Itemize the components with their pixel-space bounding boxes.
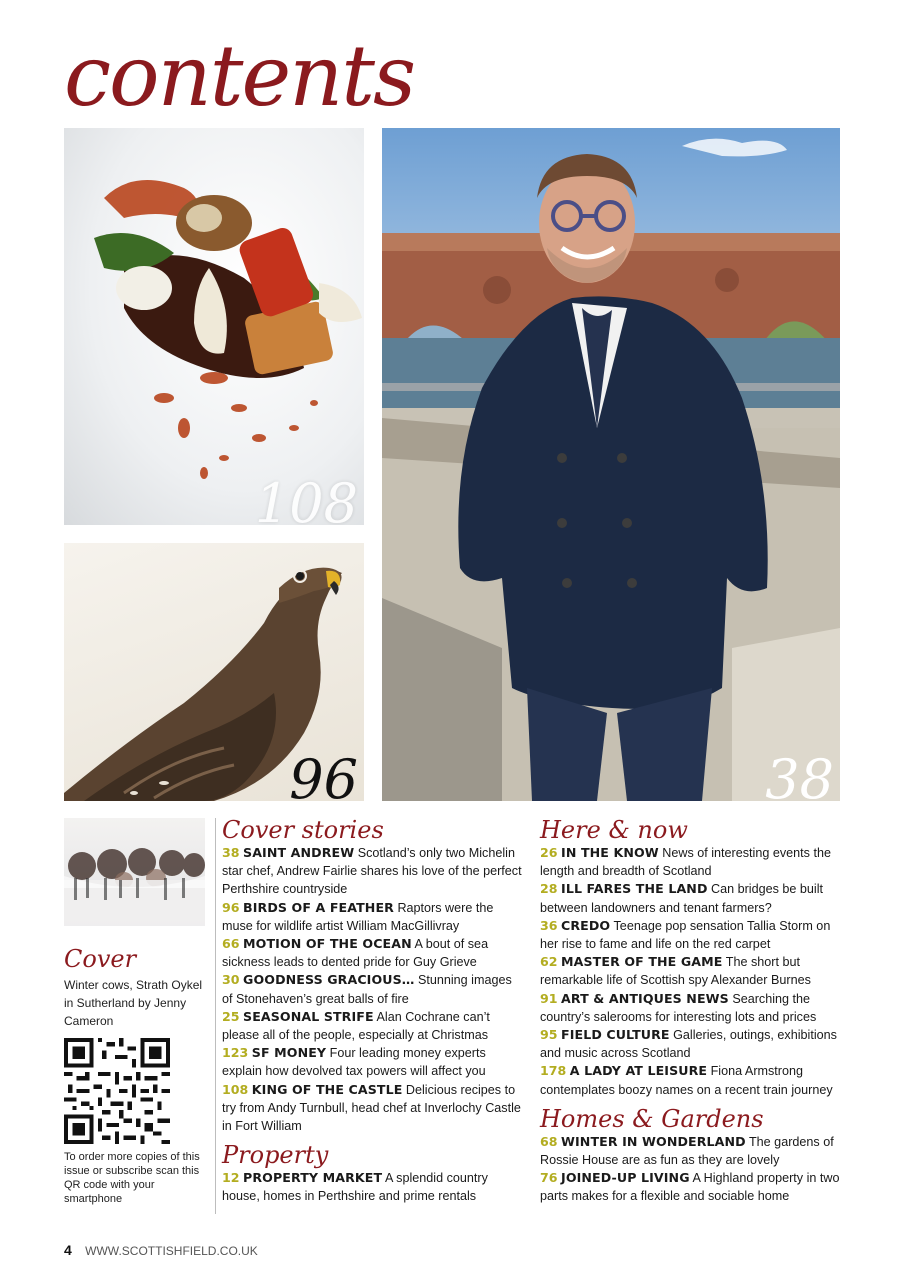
food-photo[interactable] (64, 128, 364, 525)
contents-entry[interactable] (540, 953, 845, 989)
plated-dish-illustration (64, 128, 364, 525)
page-title: contents (64, 27, 415, 125)
entry-headline: MOTION OF THE OCEAN (243, 936, 412, 952)
entry-page-number: 36 (540, 917, 558, 933)
entry-description: A Highland property in two parts makes for a flexible and sociable home (540, 1171, 840, 1204)
contents-entry[interactable] (222, 844, 522, 899)
entry-page-number: 26 (540, 845, 558, 860)
contents-entry[interactable] (540, 1062, 845, 1098)
entry-page-number: 66 (222, 936, 240, 952)
entry-page-number: 123 (222, 1045, 249, 1061)
contents-entry[interactable] (222, 1008, 522, 1044)
entry-page-number: 96 (222, 899, 240, 915)
entry-headline: PROPERTY MARKET (243, 1170, 383, 1186)
cover-caption: Winter cows, Strath Oykel in Sutherland by Jenny Cameron (64, 978, 203, 1028)
qr-caption: To order more copies of this issue or subscribe scan this QR code with your smartphone (64, 1151, 200, 1205)
column-divider (215, 818, 216, 1214)
contents-entry[interactable] (222, 1169, 522, 1205)
entry-page-number: 30 (222, 972, 240, 988)
property-list (222, 1169, 522, 1205)
contents-entry[interactable] (540, 917, 845, 953)
cover-heading: Cover (64, 945, 137, 973)
entry-headline: MASTER OF THE GAME (561, 954, 723, 970)
entry-headline: IN THE KNOW (561, 845, 659, 860)
entry-headline: JOINED-UP LIVING (561, 1170, 690, 1186)
contents-entry[interactable] (540, 844, 845, 880)
entry-headline: BIRDS OF A FEATHER (243, 899, 394, 915)
entry-description: Stunning images of Stonehaven’s great balls of fire (222, 973, 512, 1006)
eagle-photo[interactable] (64, 543, 364, 801)
section-title-cover-stories: Cover stories (222, 816, 384, 844)
eagle-photo-page-number: 96 (289, 748, 358, 801)
qr-code-icon[interactable] (64, 1038, 170, 1144)
entry-headline: A LADY AT LEISURE (569, 1063, 708, 1079)
entry-description: A bout of sea sickness leads to dented pride for Guy Grieve (222, 937, 489, 970)
homes-gardens-list (540, 1133, 845, 1206)
contents-column-middle (222, 816, 522, 1206)
entry-page-number: 178 (540, 1063, 567, 1079)
entry-description: The short but remarkable life of Scottish spy Alexander Burnes (540, 955, 811, 988)
contents-entry[interactable] (222, 1044, 522, 1080)
entry-headline: SAINT ANDREW (243, 845, 355, 860)
entry-headline: WINTER IN WONDERLAND (561, 1133, 746, 1149)
food-photo-page-number: 108 (254, 472, 358, 525)
entry-description: Raptors were the muse for wildlife artist William MacGillivray (222, 900, 494, 933)
entry-page-number: 95 (540, 1027, 558, 1043)
entry-page-number: 91 (540, 990, 558, 1006)
entry-description: A splendid country house, homes in Perthshire and prime rentals (222, 1171, 488, 1204)
chef-photo[interactable] (382, 128, 840, 801)
entry-description: Four leading money experts explain how devolved tax powers will affect you (222, 1046, 486, 1079)
cover-thumbnail[interactable] (64, 818, 205, 926)
entry-description: Galleries, outings, exhibitions and music across Scotland (540, 1028, 837, 1061)
contents-entry[interactable] (540, 990, 845, 1026)
entry-headline: KING OF THE CASTLE (251, 1081, 403, 1097)
chef-on-bridge-illustration (382, 128, 840, 801)
entry-headline: SF MONEY (251, 1045, 327, 1061)
entry-description: Fiona Armstrong contemplates boozy names on a recent train journey (540, 1064, 833, 1097)
entry-headline: ILL FARES THE LAND (561, 881, 708, 897)
contents-entry[interactable] (222, 971, 522, 1007)
contents-entry[interactable] (222, 935, 522, 971)
footer-url[interactable]: WWW.SCOTTISHFIELD.CO.UK (85, 1244, 258, 1258)
entry-page-number: 68 (540, 1133, 558, 1149)
entry-headline: GOODNESS GRACIOUS… (243, 972, 415, 988)
entry-description: Searching the country’s salerooms for interesting lots and prices (540, 991, 817, 1024)
entry-page-number: 12 (222, 1170, 240, 1186)
entry-description: Alan Cochrane can’t please all of the people, especially at Christmas (222, 1009, 490, 1043)
footer-page-number: 4 (64, 1242, 72, 1258)
entry-page-number: 108 (222, 1081, 249, 1097)
entry-description: News of interesting events the length and breadth of Scotland (540, 846, 831, 879)
section-title-property: Property (222, 1141, 329, 1170)
page-footer (64, 1242, 258, 1258)
entry-description: Scotland’s only two Michelin star chef, Andrew Fairlie shares his love of the perfect Perthshire countryside (222, 846, 522, 897)
entry-headline: SEASONAL STRIFE (243, 1008, 374, 1024)
entry-description: Can bridges be built between landowners and tenant farmers? (540, 882, 824, 915)
contents-entry[interactable] (540, 1133, 845, 1169)
entry-headline: ART & ANTIQUES NEWS (561, 990, 729, 1006)
cover-stories-list (222, 844, 522, 1135)
entry-page-number: 25 (222, 1008, 240, 1024)
contents-entry[interactable] (222, 899, 522, 935)
section-title-homes-gardens: Homes & Gardens (540, 1104, 764, 1133)
entry-headline: FIELD CULTURE (561, 1027, 670, 1043)
contents-entry[interactable] (540, 880, 845, 916)
section-title-here-and-now: Here & now (540, 816, 688, 844)
contents-column-right (540, 816, 845, 1206)
contents-entry[interactable] (222, 1081, 522, 1136)
contents-entry[interactable] (540, 1169, 845, 1205)
entry-page-number: 38 (222, 845, 240, 860)
entry-description: The gardens of Rossie House are as fun as they are lovely (540, 1134, 834, 1168)
winter-cows-illustration (64, 818, 205, 926)
entry-description: Teenage pop sensation Tallia Storm on her rise to fame and life on the red carpet (540, 918, 831, 952)
entry-page-number: 76 (540, 1170, 558, 1186)
entry-page-number: 62 (540, 954, 558, 970)
entry-description: Delicious recipes to try from Andy Turnbull, head chef at Inverlochy Castle in Fort William (222, 1082, 521, 1134)
entry-headline: CREDO (561, 917, 611, 933)
here-and-now-list (540, 844, 845, 1099)
chef-photo-page-number: 38 (765, 748, 834, 801)
contents-entry[interactable] (540, 1026, 845, 1062)
entry-page-number: 28 (540, 881, 558, 897)
